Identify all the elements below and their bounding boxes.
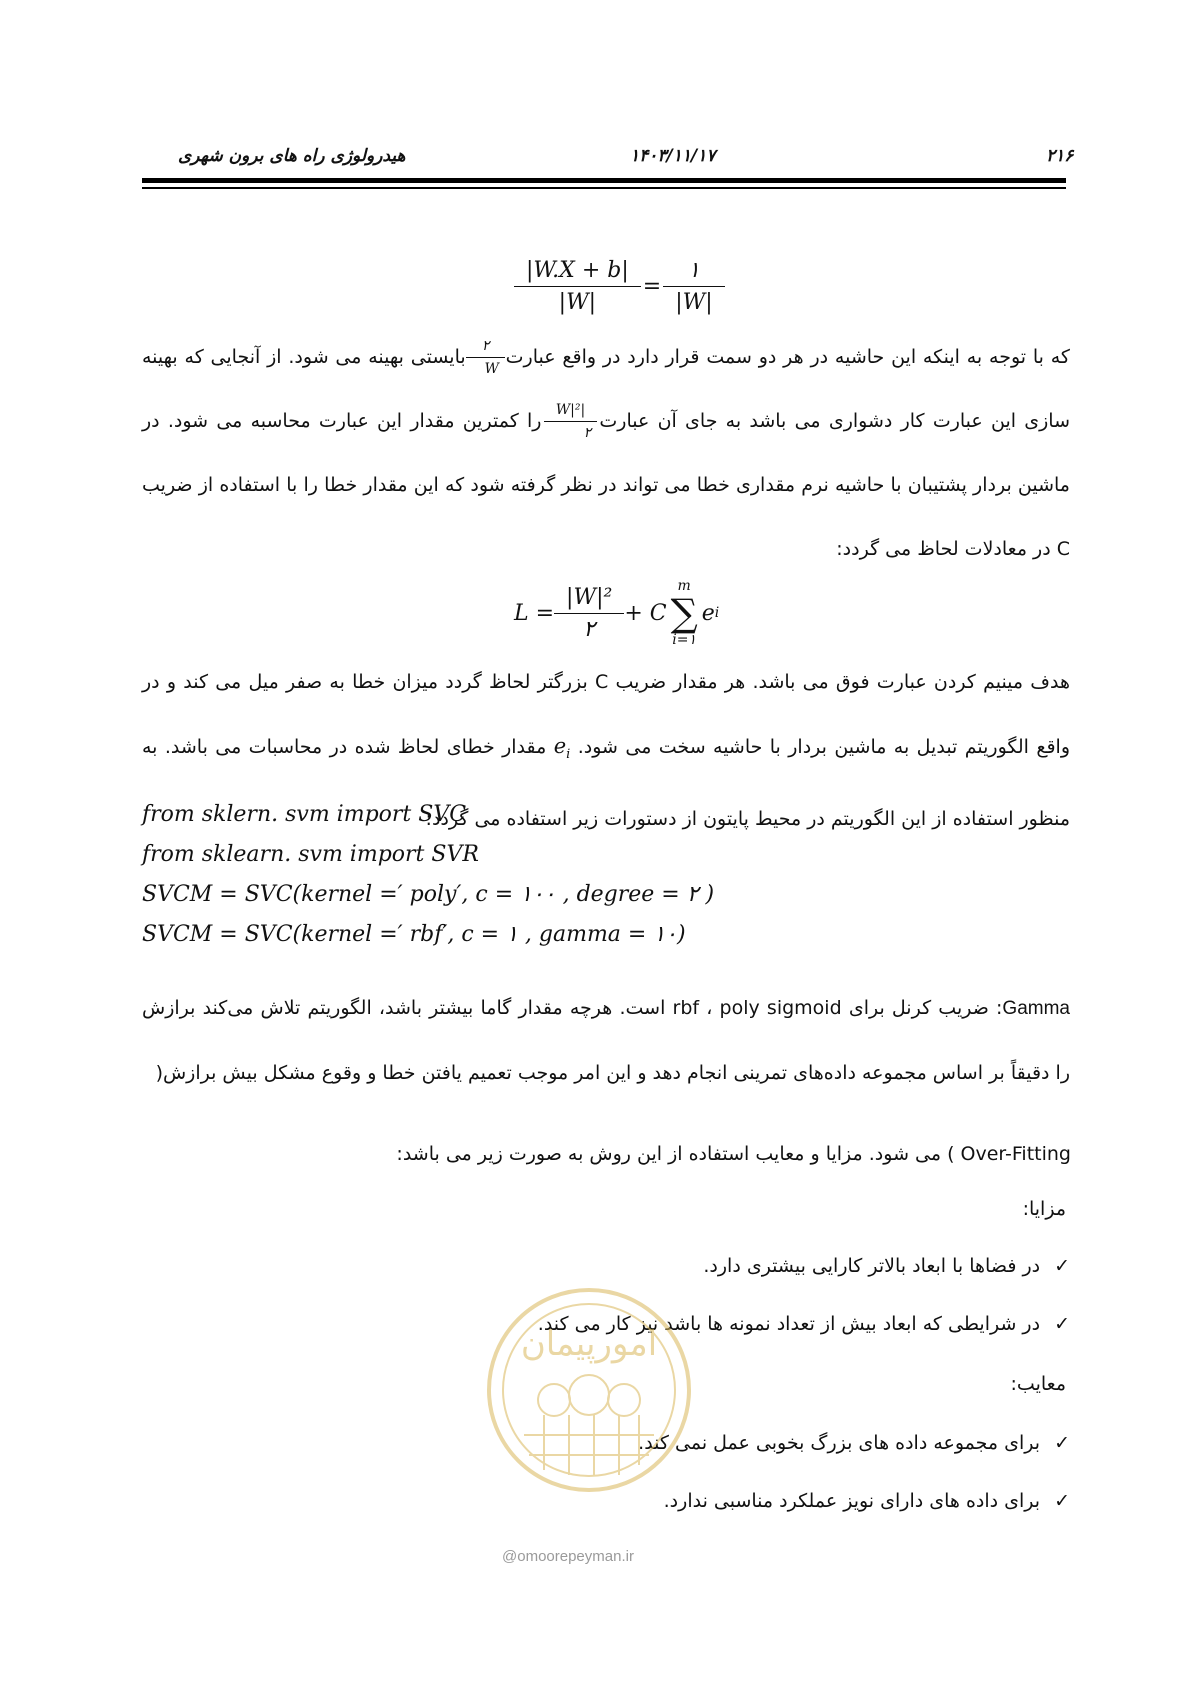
equation-term-subscript: i [714,605,720,621]
equation-plus-c: + C [624,600,667,626]
code-line-1: from sklern. svm import SVC [142,802,467,827]
fraction-denominator: ۲ [544,421,597,441]
equation-margin-distance [520,258,719,315]
paragraph-gamma-last-line: Over-Fitting ) می شود. مزایا و معایب استفاده از این روش به صورت زیر می باشد: [396,1143,1071,1165]
sigma-symbol: ∑ [670,591,698,635]
ei-subscript: i [566,747,571,763]
equation-fraction-rhs [669,258,718,315]
inline-fraction-2-over-w [472,338,498,377]
advantage-text: در شرایطی که ابعاد بیش از تعداد نمونه ها باشد نیز کار می کند. [537,1313,1041,1335]
check-icon: ✓ [1054,1432,1070,1454]
fraction-numerator: |W.X + b| [526,258,629,283]
page-number: ۲۱۶ [1046,146,1074,166]
disadvantage-text: برای داده های دارای نویز عملکرد مناسبی ندارد. [663,1490,1041,1512]
fraction-denominator: |W| [514,286,641,315]
fraction-denominator: W [466,357,504,377]
paragraph-text: را کمترین مقدار این عبارت محاسبه می شود. در ماشین بردار پشتیبان با حاشیه نرم مقداری خطا می تواند در نظر گرفته شود که این مقدار خطا را با استفاده از ضریب C در معادلات لحاظ می گردد: [142,410,1070,560]
paragraph-text: بایستی بهینه می شود. از آنجایی که بهینه سازی این عبارت کار دشواری می باشد به جای آن عبارت [142,346,1071,432]
fraction-numerator: |W|² [555,402,586,418]
ei-letter: e [553,734,567,758]
equation-loss-function [514,578,719,648]
header-date: ۱۴۰۳/۱۱/۱۷ [630,146,716,166]
fraction-denominator: |W| [663,286,724,315]
code-line-4: SVCM = SVC(kernel =′ rbf′, c = ۱ , gamma = ۱۰) [142,922,686,947]
advantages-title: مزایا: [1022,1198,1066,1220]
paragraph-text: : ضریب کرنل برای rbf ، poly sigmoid است. هرچه مقدار گاما بیشتر باشد، الگوریتم تلاش می‌کند برازش را دقیقاً بر اساس مجموعه داده‌های تمرینی انجام دهد و این امر موجب تعمیم یافتن خطا و وقوع مشکل بیش برازش( [142,997,1070,1084]
disadvantage-item [638,1432,1070,1454]
advantage-item [538,1313,1070,1335]
advantage-item [703,1255,1070,1277]
check-icon: ✓ [1054,1255,1070,1277]
paragraph-text: مقدار خطای لحاظ شده در محاسبات می باشد. به منظور استفاده از این الگوریتم در محیط پایتون از دستورات زیر استفاده می گردد: [142,736,1070,831]
summation-upper: m [677,578,691,594]
watermark-url: @omoorepeyman.ir [502,1548,634,1565]
code-line-3: SVCM = SVC(kernel =′ poly′, c = ۱۰۰ , degree = ۲ ) [142,882,715,907]
summation-lower: i=۱ [672,632,697,648]
paragraph-text: که با توجه به اینکه این حاشیه در هر دو سمت قرار دارد در واقع عبارت [505,346,1070,368]
paragraph-soft-margin [142,325,1070,581]
disadvantage-text: برای مجموعه داده های بزرگ بخوبی عمل نمی کند. [638,1432,1041,1454]
equation-term: e [701,600,715,626]
disadvantages-title: معایب: [1010,1373,1066,1395]
watermark-text: امورپیمان [520,1324,658,1364]
fraction-numerator: ۲ [481,338,490,354]
fraction-numerator: ۱ [687,258,700,283]
summation-operator [671,578,698,648]
paragraph-text: هدف مینیم کردن عبارت فوق می باشد. هر مقدار ضریب C بزرگتر لحاظ گردد میزان خطا به صفر میل می کند و در واقع الگوریتم تبدیل به ماشین بردار با حاشیه سخت می شود. [142,671,1070,758]
equals-sign: = [642,274,662,299]
disadvantage-item [664,1490,1070,1512]
equation-fraction [560,585,618,642]
inline-fraction-w-squared [550,402,591,441]
fraction-denominator: ۲ [554,613,624,642]
check-icon: ✓ [1054,1313,1070,1335]
check-icon: ✓ [1054,1490,1070,1512]
paragraph-gamma [142,976,1070,1105]
advantage-text: در فضاها با ابعاد بالاتر کارایی بیشتری دارد. [703,1255,1041,1277]
header-rule-thin [142,187,1066,189]
header-rule-thick [142,178,1066,183]
code-line-2: from sklearn. svm import SVR [142,842,479,867]
fraction-numerator: |W|² [566,584,613,610]
inline-ei [553,734,571,763]
equation-fraction-lhs [520,258,635,315]
gamma-term: Gamma [1002,998,1070,1019]
header-title: هیدرولوژی راه های برون شهری [178,146,406,166]
equation-lhs: L = [514,600,555,626]
